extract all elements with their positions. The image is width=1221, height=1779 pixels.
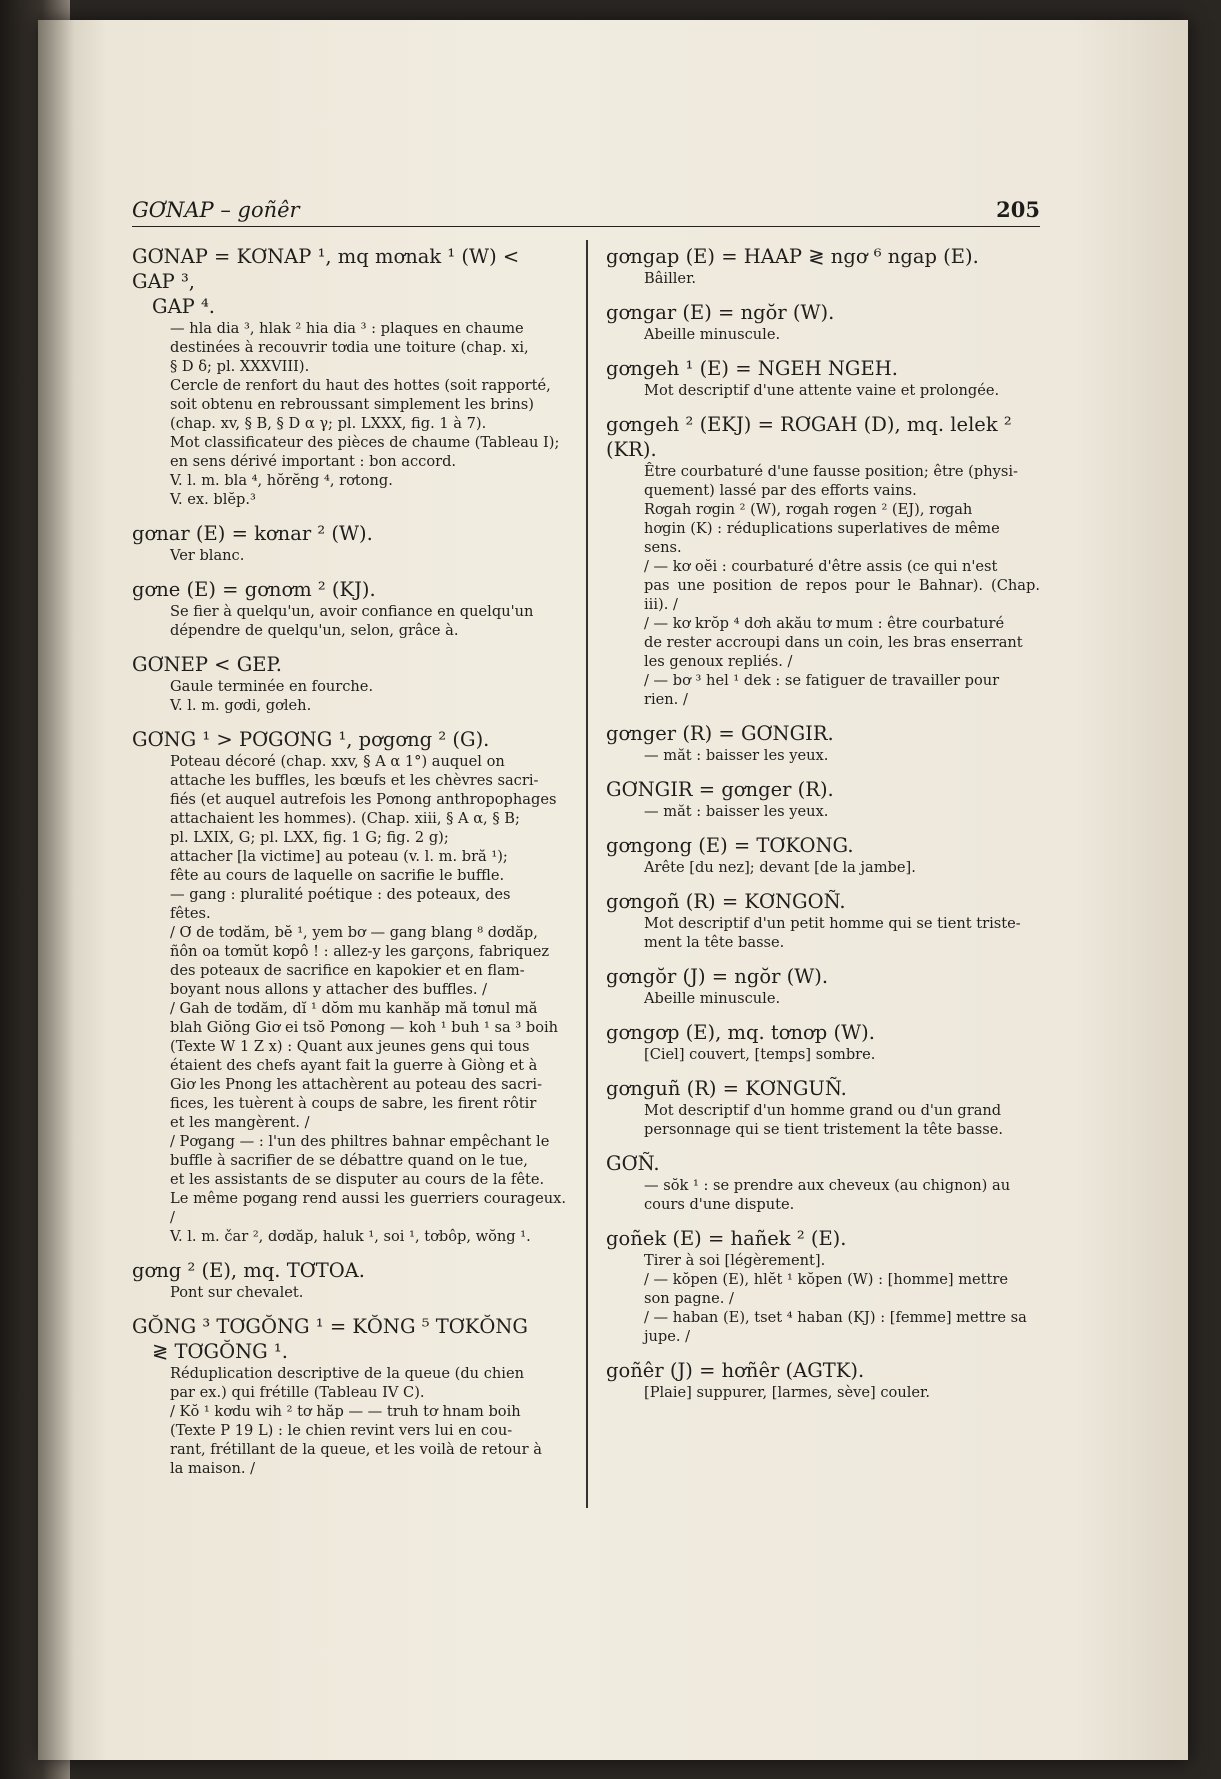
dictionary-entry	[606, 721, 1040, 765]
column-divider	[586, 240, 588, 1508]
entry-text-line: V. l. m. bla ⁴, hŏrĕng ⁴, rơtong.	[170, 472, 393, 489]
entry-headword: GƠÑ.	[606, 1152, 660, 1175]
dictionary-entry	[606, 1358, 1040, 1402]
entry-text-line: [Ciel] couvert, [temps] sombre.	[644, 1046, 876, 1063]
entry-headword: goñêr (J) = hơñêr (AGTK).	[606, 1359, 865, 1382]
entry-text-line: destinées à recouvrir tơdia une toiture (chap. xi,	[170, 339, 529, 356]
entry-text-line: Tirer à soi [légèrement].	[644, 1252, 826, 1269]
entry-text-line: Cercle de renfort du haut des hottes (soit rapporté,	[170, 377, 551, 394]
entry-text-line: rant, frétillant de la queue, et les voilà de retour à	[170, 1441, 542, 1458]
dictionary-entry	[132, 1258, 566, 1302]
entry-text-line: hơgin (K) : réduplications superlatives de même	[644, 520, 1000, 537]
entry-text-line: Abeille minuscule.	[644, 990, 781, 1007]
entry-text-line: les genoux repliés. /	[644, 653, 793, 670]
entry-text-line: dépendre de quelqu'un, selon, grâce à.	[170, 622, 459, 639]
entry-text-line: [Plaie] suppurer, [larmes, sève] couler.	[644, 1384, 931, 1401]
entry-text-line: quement) lassé par des efforts vains.	[644, 482, 917, 499]
entry-text-line: Mot classificateur des pièces de chaume (Tableau I);	[170, 434, 560, 451]
entry-headword: gơngeh ² (EKJ) = RƠGAH (D), mq. lelek ² (KR).	[606, 413, 1012, 461]
entry-text-line: / — haban (E), tset ⁴ haban (KJ) : [femme] mettre sa	[644, 1309, 1027, 1326]
dictionary-entry	[606, 412, 1040, 709]
entry-text-line: des poteaux de sacrifice en kapokier et en flam-	[170, 962, 525, 979]
entry-text-line: fête au cours de laquelle on sacrifie le buffle.	[170, 867, 505, 884]
entry-text-line: de rester accroupi dans un coin, les bras enserrant	[644, 634, 1023, 651]
entry-text-line: blah Giŏng Giơ ei tsŏ Pơnong — koh ¹ buh ¹ sa ³ boih	[170, 1019, 559, 1036]
entry-headword: gơngong (E) = TƠKONG.	[606, 834, 854, 857]
entry-headword: GƠNEP < GEP.	[132, 653, 282, 676]
entry-headword: GƠNAP = KƠNAP ¹, mq mơnak ¹ (W) < GAP ³,	[132, 245, 520, 293]
entry-text-line: § D δ; pl. XXXVIII).	[170, 358, 310, 375]
entry-headword: gơnger (R) = GƠNGIR.	[606, 722, 834, 745]
dictionary-entry	[606, 964, 1040, 1008]
entry-text-line: / Pơgang — : l'un des philtres bahnar empêchant le	[170, 1133, 550, 1150]
entry-text-line: cours d'une dispute.	[644, 1196, 795, 1213]
entry-text-line: et les mangèrent. /	[170, 1114, 310, 1131]
dictionary-entry	[132, 727, 566, 1246]
dictionary-entry	[132, 577, 566, 640]
entry-headword: gơngơp (E), mq. tơnơp (W).	[606, 1021, 875, 1044]
entry-headword: gơngŏr (J) = ngŏr (W).	[606, 965, 829, 988]
entry-headword: goñek (E) = hañek ² (E).	[606, 1227, 847, 1250]
entry-text-line: — măt : baisser les yeux.	[644, 803, 829, 820]
entry-text-line: ment la tête basse.	[644, 934, 785, 951]
entry-headword: gơnar (E) = kơnar ² (W).	[132, 522, 373, 545]
entry-text-line: pl. LXIX, G; pl. LXX, fig. 1 G; fig. 2 g);	[170, 829, 449, 846]
entry-text-line: Bâiller.	[644, 270, 697, 287]
entry-text-line: attache les buffles, les bœufs et les chèvres sacri-	[170, 772, 539, 789]
dictionary-entry	[132, 1314, 566, 1478]
page-number: 205	[996, 197, 1040, 222]
entry-text-line: / — kŏpen (E), hlĕt ¹ kŏpen (W) : [homme] mettre	[644, 1271, 1009, 1288]
entry-text-line: — gang : pluralité poétique : des poteaux, des	[170, 886, 511, 903]
entry-text-line: Le même pơgang rend aussi les guerriers courageux. /	[170, 1190, 566, 1226]
dictionary-entry	[132, 521, 566, 565]
dictionary-entry	[606, 244, 1040, 288]
entry-text-line: étaient des chefs ayant fait la guerre à Giòng et à	[170, 1057, 538, 1074]
entry-text-line: fices, les tuèrent à coups de sabre, les firent rôtir	[170, 1095, 537, 1112]
entry-text-line: / Ơ de tơdăm, bĕ ¹, yem bơ — gang blang ⁸ dơdăp,	[170, 924, 538, 941]
entry-text-line: par ex.) qui frétille (Tableau IV C).	[170, 1384, 425, 1401]
entry-text-line: (Texte P 19 L) : le chien revint vers lui en cou-	[170, 1422, 513, 1439]
dictionary-entry	[606, 1226, 1040, 1346]
dictionary-entry	[606, 1151, 1040, 1214]
entry-text-line: boyant nous allons y attacher des buffles. /	[170, 981, 488, 998]
entry-text-line: Arête [du nez]; devant [de la jambe].	[644, 859, 916, 876]
entry-headword: GƠNG ¹ > PƠGƠNG ¹, pơgơng ² (G).	[132, 728, 490, 751]
entry-text-line: Ver blanc.	[170, 547, 245, 564]
entry-text-line: (chap. xv, § B, § D α γ; pl. LXXX, fig. 1 à 7).	[170, 415, 487, 432]
entry-headword: gơngeh ¹ (E) = NGEH NGEH.	[606, 357, 898, 380]
entry-text-line: / — kơ krŏp ⁴ dơh akău tơ mum : être courbaturé	[644, 615, 1005, 632]
dictionary-entry	[132, 244, 566, 509]
entry-headword: GAP ⁴.	[152, 295, 215, 318]
dictionary-entry	[606, 777, 1040, 821]
entry-text-line: Mot descriptif d'un homme grand ou d'un grand	[644, 1102, 1002, 1119]
entry-headword: gơng ² (E), mq. TƠTOA.	[132, 1259, 365, 1282]
entry-text-line: Être courbaturé d'une fausse position; être (physi-	[644, 463, 1018, 480]
entry-text-line: attacher [la victime] au poteau (v. l. m. bră ¹);	[170, 848, 508, 865]
dictionary-entry	[606, 1020, 1040, 1064]
entry-text-line: fiés (et auquel autrefois les Pơnong anthropophages	[170, 791, 557, 808]
entry-text-line: Gaule terminée en fourche.	[170, 678, 374, 695]
entry-headword: gơngap (E) = HAAP ≷ ngơ ⁶ ngap (E).	[606, 245, 979, 268]
entry-text-line: ñôn oa tơmŭt kơpô ! : allez-y les garçons, fabriquez	[170, 943, 550, 960]
entry-text-line: jupe. /	[644, 1328, 691, 1345]
entry-text-line: / — bơ ³ hel ¹ dek : se fatiguer de travailler pour	[644, 672, 1000, 689]
entry-text-line: Mot descriptif d'un petit homme qui se tient triste-	[644, 915, 1021, 932]
entry-text-line: Se fier à quelqu'un, avoir confiance en quelqu'un	[170, 603, 534, 620]
dictionary-entry	[606, 889, 1040, 952]
entry-text-line: la maison. /	[170, 1460, 256, 1477]
entry-text-line: Mot descriptif d'une attente vaine et prolongée.	[644, 382, 1000, 399]
dictionary-entry	[606, 300, 1040, 344]
entry-text-line: en sens dérivé important : bon accord.	[170, 453, 457, 470]
entry-text-line: Giơ les Pnong les attachèrent au poteau des sacri-	[170, 1076, 543, 1093]
entry-text-line: — sŏk ¹ : se prendre aux cheveux (au chignon) au	[644, 1177, 1011, 1194]
entry-headword: gơngoñ (R) = KƠNGOÑ.	[606, 890, 846, 913]
left-column	[132, 244, 566, 1490]
entry-text-line: pas une position de repos pour le Bahnar). (Chap. iii). /	[644, 577, 1040, 613]
entry-text-line: attachaient les hommes). (Chap. xiii, § A α, § B;	[170, 810, 520, 827]
entry-text-line: Abeille minuscule.	[644, 326, 781, 343]
page-header	[132, 192, 1040, 227]
right-column	[606, 244, 1040, 1414]
entry-text-line: Pont sur chevalet.	[170, 1284, 304, 1301]
entry-text-line: Rơgah rơgin ² (W), rơgah rơgen ² (EJ), rơgah	[644, 501, 973, 518]
entry-text-line: buffle à sacrifier de se débattre quand on le tue,	[170, 1152, 528, 1169]
entry-text-line: Poteau décoré (chap. xxv, § A α 1°) auquel on	[170, 753, 505, 770]
entry-text-line: V. ex. blĕp.³	[170, 491, 256, 508]
entry-headword: gơngar (E) = ngŏr (W).	[606, 301, 835, 324]
entry-text-line: V. l. m. gơdi, gơleh.	[170, 697, 312, 714]
dictionary-entry	[606, 833, 1040, 877]
entry-text-line: et les assistants de se disputer au cours de la fête.	[170, 1171, 545, 1188]
entry-headword: gơne (E) = gơnơm ² (KJ).	[132, 578, 376, 601]
entry-text-line: soit obtenu en rebroussant simplement les brins)	[170, 396, 534, 413]
dictionary-entry	[606, 1076, 1040, 1139]
entry-text-line: / Gah de tơdăm, dĭ ¹ dŏm mu kanhăp mă tơnul mă	[170, 1000, 538, 1017]
entry-headword: gơnguñ (R) = KƠNGUÑ.	[606, 1077, 847, 1100]
running-head: GƠNAP – goñêr	[132, 198, 300, 222]
entry-text-line: — hla dia ³, hlak ² hia dia ³ : plaques en chaume	[170, 320, 524, 337]
entry-text-line: sens.	[644, 539, 682, 556]
entry-text-line: personnage qui se tient tristement la tête basse.	[644, 1121, 1004, 1138]
entry-text-line: — măt : baisser les yeux.	[644, 747, 829, 764]
entry-text-line: Réduplication descriptive de la queue (du chien	[170, 1365, 524, 1382]
dictionary-entry	[606, 356, 1040, 400]
entry-text-line: son pagne. /	[644, 1290, 734, 1307]
entry-text-line: / Kŏ ¹ kơdu wih ² tơ hăp — — truh tơ hnam boih	[170, 1403, 521, 1420]
entry-headword: GƠNGIR = gơnger (R).	[606, 778, 834, 801]
entry-text-line: V. l. m. čar ², dơdăp, haluk ¹, soi ¹, tơbôp, wŏng ¹.	[170, 1228, 531, 1245]
entry-text-line: / — kơ oĕi : courbaturé d'être assis (ce qui n'est	[644, 558, 998, 575]
entry-text-line: rien. /	[644, 691, 688, 708]
entry-text-line: (Texte W 1 Z x) : Quant aux jeunes gens qui tous	[170, 1038, 530, 1055]
dictionary-entry	[132, 652, 566, 715]
entry-text-line: fêtes.	[170, 905, 211, 922]
page-gutter-shadow	[38, 20, 74, 1760]
entry-headword: ≷ TƠGŎNG ¹.	[152, 1340, 288, 1363]
entry-headword: GŎNG ³ TƠGŎNG ¹ = KŎNG ⁵ TƠKŎNG	[132, 1315, 528, 1338]
